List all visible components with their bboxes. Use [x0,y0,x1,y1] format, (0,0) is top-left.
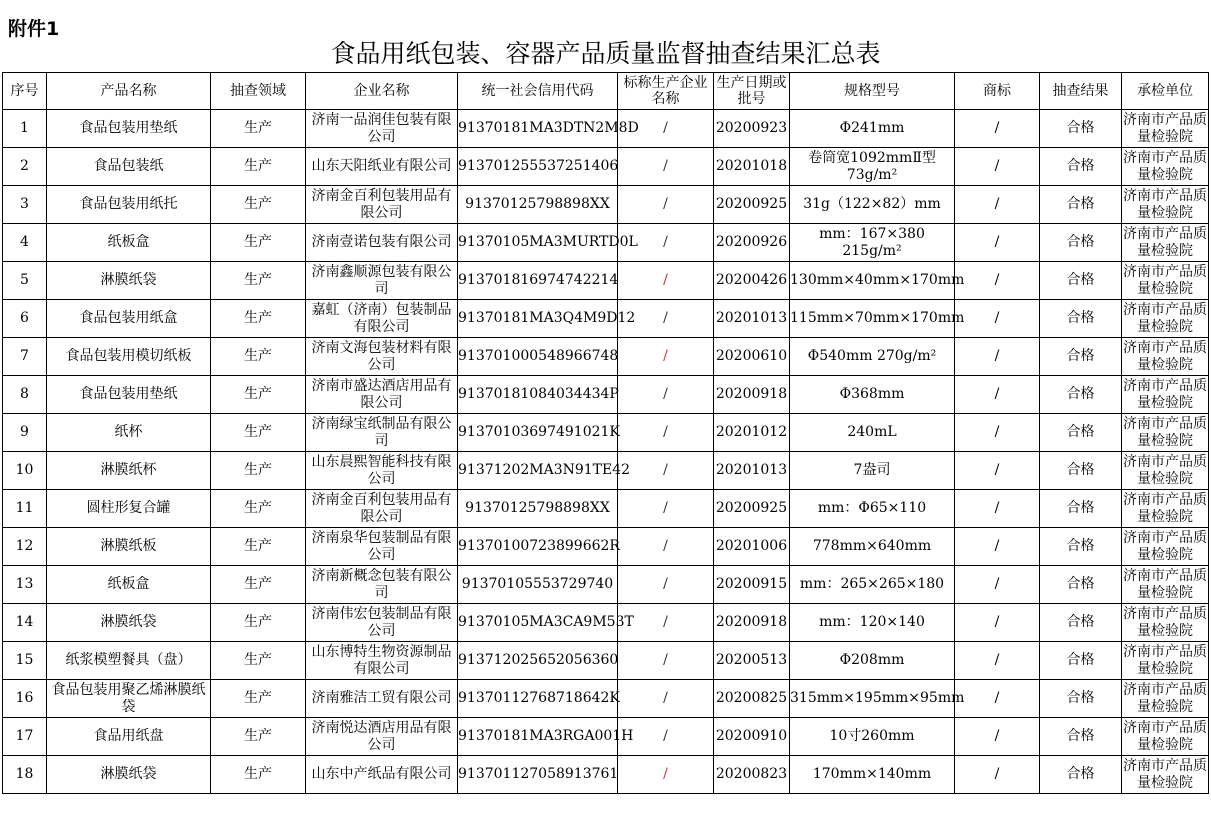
cell-lab: 济南市产品质量检验院 [1122,642,1209,680]
cell-field: 生产 [211,300,306,338]
cell-company: 济南泉华包装制品有限公司 [306,528,458,566]
cell-company: 济南悦达酒店用品有限公司 [306,718,458,756]
table-row [3,224,1209,262]
cell-date: 20200925 [714,490,790,528]
cell-nominal: / [618,452,714,490]
cell-code: 913701255537251406 [458,148,618,186]
cell-no: 1 [3,110,47,148]
cell-field: 生产 [211,414,306,452]
cell-product: 纸板盒 [47,566,211,604]
cell-code: 913712025652056360 [458,642,618,680]
table-row [3,566,1209,604]
cell-no: 9 [3,414,47,452]
cell-nominal: / [618,148,714,186]
cell-no: 5 [3,262,47,300]
cell-product: 淋膜纸袋 [47,604,211,642]
table-body [3,73,1209,794]
cell-field: 生产 [211,338,306,376]
cell-result: 合格 [1040,528,1122,566]
table-row [3,186,1209,224]
cell-company: 济南市盛达酒店用品有限公司 [306,376,458,414]
cell-date: 20200823 [714,756,790,794]
cell-spec: mm：Φ65×110 [790,490,955,528]
cell-no: 7 [3,338,47,376]
cell-no: 11 [3,490,47,528]
cell-code: 913701127058913761 [458,756,618,794]
col-header-result: 抽查结果 [1040,73,1122,110]
cell-company: 山东博特生物资源制品有限公司 [306,642,458,680]
cell-nominal: / [618,756,714,794]
cell-code: 91370181MA3Q4M9D12 [458,300,618,338]
table-row [3,680,1209,718]
cell-date: 20200426 [714,262,790,300]
cell-product: 食品包装用垫纸 [47,376,211,414]
cell-brand: / [955,718,1040,756]
cell-product: 纸杯 [47,414,211,452]
cell-no: 4 [3,224,47,262]
cell-field: 生产 [211,186,306,224]
cell-brand: / [955,756,1040,794]
cell-no: 16 [3,680,47,718]
cell-date: 20201018 [714,148,790,186]
cell-date: 20200918 [714,604,790,642]
cell-code: 91370100723899662R [458,528,618,566]
table-row [3,490,1209,528]
table-row [3,718,1209,756]
cell-result: 合格 [1040,414,1122,452]
table-row [3,642,1209,680]
cell-lab: 济南市产品质量检验院 [1122,566,1209,604]
cell-spec: 10寸260mm [790,718,955,756]
cell-code: 91370105553729740 [458,566,618,604]
cell-nominal: / [618,414,714,452]
cell-spec: Φ208mm [790,642,955,680]
cell-field: 生产 [211,680,306,718]
cell-brand: / [955,452,1040,490]
cell-date: 20200825 [714,680,790,718]
cell-result: 合格 [1040,566,1122,604]
cell-no: 12 [3,528,47,566]
cell-brand: / [955,300,1040,338]
cell-company: 山东中产纸品有限公司 [306,756,458,794]
cell-nominal: / [618,604,714,642]
cell-result: 合格 [1040,300,1122,338]
cell-no: 10 [3,452,47,490]
cell-product: 淋膜纸袋 [47,262,211,300]
table-row [3,528,1209,566]
table-row [3,756,1209,794]
cell-nominal: / [618,110,714,148]
cell-company: 济南文海包装材料有限公司 [306,338,458,376]
cell-product: 食品包装用纸盒 [47,300,211,338]
cell-spec: mm：167×380 215g/m² [790,224,955,262]
cell-date: 20201012 [714,414,790,452]
cell-company: 济南金百利包装用品有限公司 [306,186,458,224]
cell-company: 济南一品润佳包装有限公司 [306,110,458,148]
cell-product: 食品包装用垫纸 [47,110,211,148]
cell-result: 合格 [1040,376,1122,414]
cell-no: 13 [3,566,47,604]
cell-result: 合格 [1040,680,1122,718]
cell-product: 食品包装用模切纸板 [47,338,211,376]
cell-code: 91370103697491021K [458,414,618,452]
cell-field: 生产 [211,148,306,186]
cell-lab: 济南市产品质量检验院 [1122,338,1209,376]
cell-date: 20201006 [714,528,790,566]
table-row [3,604,1209,642]
cell-code: 91371202MA3N91TE42 [458,452,618,490]
cell-code: 91370181MA3DTN2M8D [458,110,618,148]
cell-product: 食品用纸盘 [47,718,211,756]
cell-date: 20201013 [714,452,790,490]
cell-nominal: / [618,490,714,528]
cell-product: 食品包装用聚乙烯淋膜纸袋 [47,680,211,718]
cell-field: 生产 [211,376,306,414]
cell-brand: / [955,414,1040,452]
col-header-code: 统一社会信用代码 [458,73,618,110]
cell-lab: 济南市产品质量检验院 [1122,186,1209,224]
cell-no: 18 [3,756,47,794]
table-header-row [3,73,1209,110]
table-row [3,452,1209,490]
col-header-lab: 承检单位 [1122,73,1209,110]
table-row [3,376,1209,414]
col-header-field: 抽查领域 [211,73,306,110]
cell-nominal: / [618,528,714,566]
cell-lab: 济南市产品质量检验院 [1122,756,1209,794]
attachment-label: 附件1 [8,18,60,40]
cell-product: 淋膜纸板 [47,528,211,566]
cell-spec: mm：265×265×180 [790,566,955,604]
cell-brand: / [955,148,1040,186]
cell-brand: / [955,528,1040,566]
cell-spec: 7盎司 [790,452,955,490]
cell-result: 合格 [1040,186,1122,224]
cell-result: 合格 [1040,338,1122,376]
cell-code: 913701000548966748 [458,338,618,376]
cell-lab: 济南市产品质量检验院 [1122,718,1209,756]
cell-nominal: / [618,566,714,604]
cell-result: 合格 [1040,110,1122,148]
cell-spec: Φ241mm [790,110,955,148]
cell-brand: / [955,262,1040,300]
cell-product: 淋膜纸杯 [47,452,211,490]
col-header-no: 序号 [3,73,47,110]
cell-code: 91370112768718642K [458,680,618,718]
col-header-product: 产品名称 [47,73,211,110]
cell-spec: 315mm×195mm×95mm [790,680,955,718]
cell-spec: 130mm×40mm×170mm [790,262,955,300]
cell-field: 生产 [211,566,306,604]
col-header-nominal: 标称生产企业名称 [618,73,714,110]
cell-brand: / [955,604,1040,642]
cell-company: 济南绿宝纸制品有限公司 [306,414,458,452]
cell-brand: / [955,186,1040,224]
cell-date: 20200918 [714,376,790,414]
cell-result: 合格 [1040,642,1122,680]
cell-nominal: / [618,642,714,680]
cell-no: 6 [3,300,47,338]
cell-no: 3 [3,186,47,224]
cell-result: 合格 [1040,756,1122,794]
cell-spec: mm：120×140 [790,604,955,642]
col-header-brand: 商标 [955,73,1040,110]
table-row [3,110,1209,148]
cell-date: 20201013 [714,300,790,338]
cell-company: 嘉虹（济南）包装制品有限公司 [306,300,458,338]
cell-result: 合格 [1040,148,1122,186]
cell-lab: 济南市产品质量检验院 [1122,262,1209,300]
cell-brand: / [955,490,1040,528]
table-row [3,262,1209,300]
cell-field: 生产 [211,262,306,300]
cell-nominal: / [618,186,714,224]
cell-code: 91370125798898XX [458,490,618,528]
cell-result: 合格 [1040,262,1122,300]
cell-company: 济南雅洁工贸有限公司 [306,680,458,718]
cell-spec: 115mm×70mm×170mm [790,300,955,338]
cell-code: 91370105MA3MURTD0L [458,224,618,262]
cell-spec: 31g（122×82）mm [790,186,955,224]
cell-no: 14 [3,604,47,642]
cell-nominal: / [618,338,714,376]
cell-no: 8 [3,376,47,414]
cell-field: 生产 [211,224,306,262]
cell-company: 济南鑫顺源包装有限公司 [306,262,458,300]
cell-lab: 济南市产品质量检验院 [1122,490,1209,528]
cell-product: 食品包装用纸托 [47,186,211,224]
results-table [2,72,1209,794]
cell-company: 济南壹诺包装有限公司 [306,224,458,262]
cell-nominal: / [618,300,714,338]
table-row [3,300,1209,338]
cell-result: 合格 [1040,604,1122,642]
cell-brand: / [955,338,1040,376]
cell-date: 20200926 [714,224,790,262]
cell-no: 2 [3,148,47,186]
cell-nominal: / [618,680,714,718]
cell-no: 17 [3,718,47,756]
cell-lab: 济南市产品质量检验院 [1122,414,1209,452]
cell-product: 纸板盒 [47,224,211,262]
table-row [3,338,1209,376]
cell-code: 91370105MA3CA9M53T [458,604,618,642]
cell-product: 纸浆模塑餐具（盘） [47,642,211,680]
cell-result: 合格 [1040,452,1122,490]
cell-field: 生产 [211,604,306,642]
cell-spec: 778mm×640mm [790,528,955,566]
cell-code: 91370181MA3RGA001H [458,718,618,756]
cell-field: 生产 [211,756,306,794]
cell-nominal: / [618,376,714,414]
cell-brand: / [955,680,1040,718]
cell-company: 山东天阳纸业有限公司 [306,148,458,186]
cell-nominal: / [618,262,714,300]
cell-product: 圆柱形复合罐 [47,490,211,528]
cell-brand: / [955,224,1040,262]
cell-spec: 240mL [790,414,955,452]
cell-lab: 济南市产品质量检验院 [1122,452,1209,490]
cell-company: 济南伟宏包装制品有限公司 [306,604,458,642]
col-header-date: 生产日期或批号 [714,73,790,110]
cell-brand: / [955,642,1040,680]
cell-lab: 济南市产品质量检验院 [1122,148,1209,186]
table-row [3,414,1209,452]
cell-code: 91370181084034434P [458,376,618,414]
cell-date: 20200925 [714,186,790,224]
cell-date: 20200513 [714,642,790,680]
cell-product: 淋膜纸袋 [47,756,211,794]
page-title: 食品用纸包装、容器产品质量监督抽查结果汇总表 [330,39,881,68]
cell-lab: 济南市产品质量检验院 [1122,604,1209,642]
cell-date: 20200910 [714,718,790,756]
cell-result: 合格 [1040,718,1122,756]
cell-lab: 济南市产品质量检验院 [1122,110,1209,148]
cell-date: 20200915 [714,566,790,604]
cell-result: 合格 [1040,490,1122,528]
cell-spec: 卷筒宽1092mmⅡ型73g/m² [790,148,955,186]
cell-nominal: / [618,224,714,262]
cell-no: 15 [3,642,47,680]
cell-field: 生产 [211,642,306,680]
cell-spec: Φ368mm [790,376,955,414]
cell-spec: 170mm×140mm [790,756,955,794]
cell-field: 生产 [211,528,306,566]
cell-field: 生产 [211,718,306,756]
col-header-spec: 规格型号 [790,73,955,110]
cell-company: 济南金百利包装用品有限公司 [306,490,458,528]
cell-product: 食品包装纸 [47,148,211,186]
cell-lab: 济南市产品质量检验院 [1122,528,1209,566]
cell-date: 20200923 [714,110,790,148]
cell-date: 20200610 [714,338,790,376]
cell-lab: 济南市产品质量检验院 [1122,224,1209,262]
cell-field: 生产 [211,490,306,528]
cell-lab: 济南市产品质量检验院 [1122,376,1209,414]
cell-spec: Φ540mm 270g/m² [790,338,955,376]
cell-company: 山东晨熙智能科技有限公司 [306,452,458,490]
cell-lab: 济南市产品质量检验院 [1122,300,1209,338]
table-row [3,148,1209,186]
cell-field: 生产 [211,110,306,148]
col-header-company: 企业名称 [306,73,458,110]
cell-brand: / [955,376,1040,414]
cell-result: 合格 [1040,224,1122,262]
cell-nominal: / [618,718,714,756]
cell-brand: / [955,110,1040,148]
cell-code: 91370125798898XX [458,186,618,224]
cell-lab: 济南市产品质量检验院 [1122,680,1209,718]
cell-brand: / [955,566,1040,604]
cell-company: 济南新概念包装有限公司 [306,566,458,604]
cell-code: 913701816974742214 [458,262,618,300]
cell-field: 生产 [211,452,306,490]
